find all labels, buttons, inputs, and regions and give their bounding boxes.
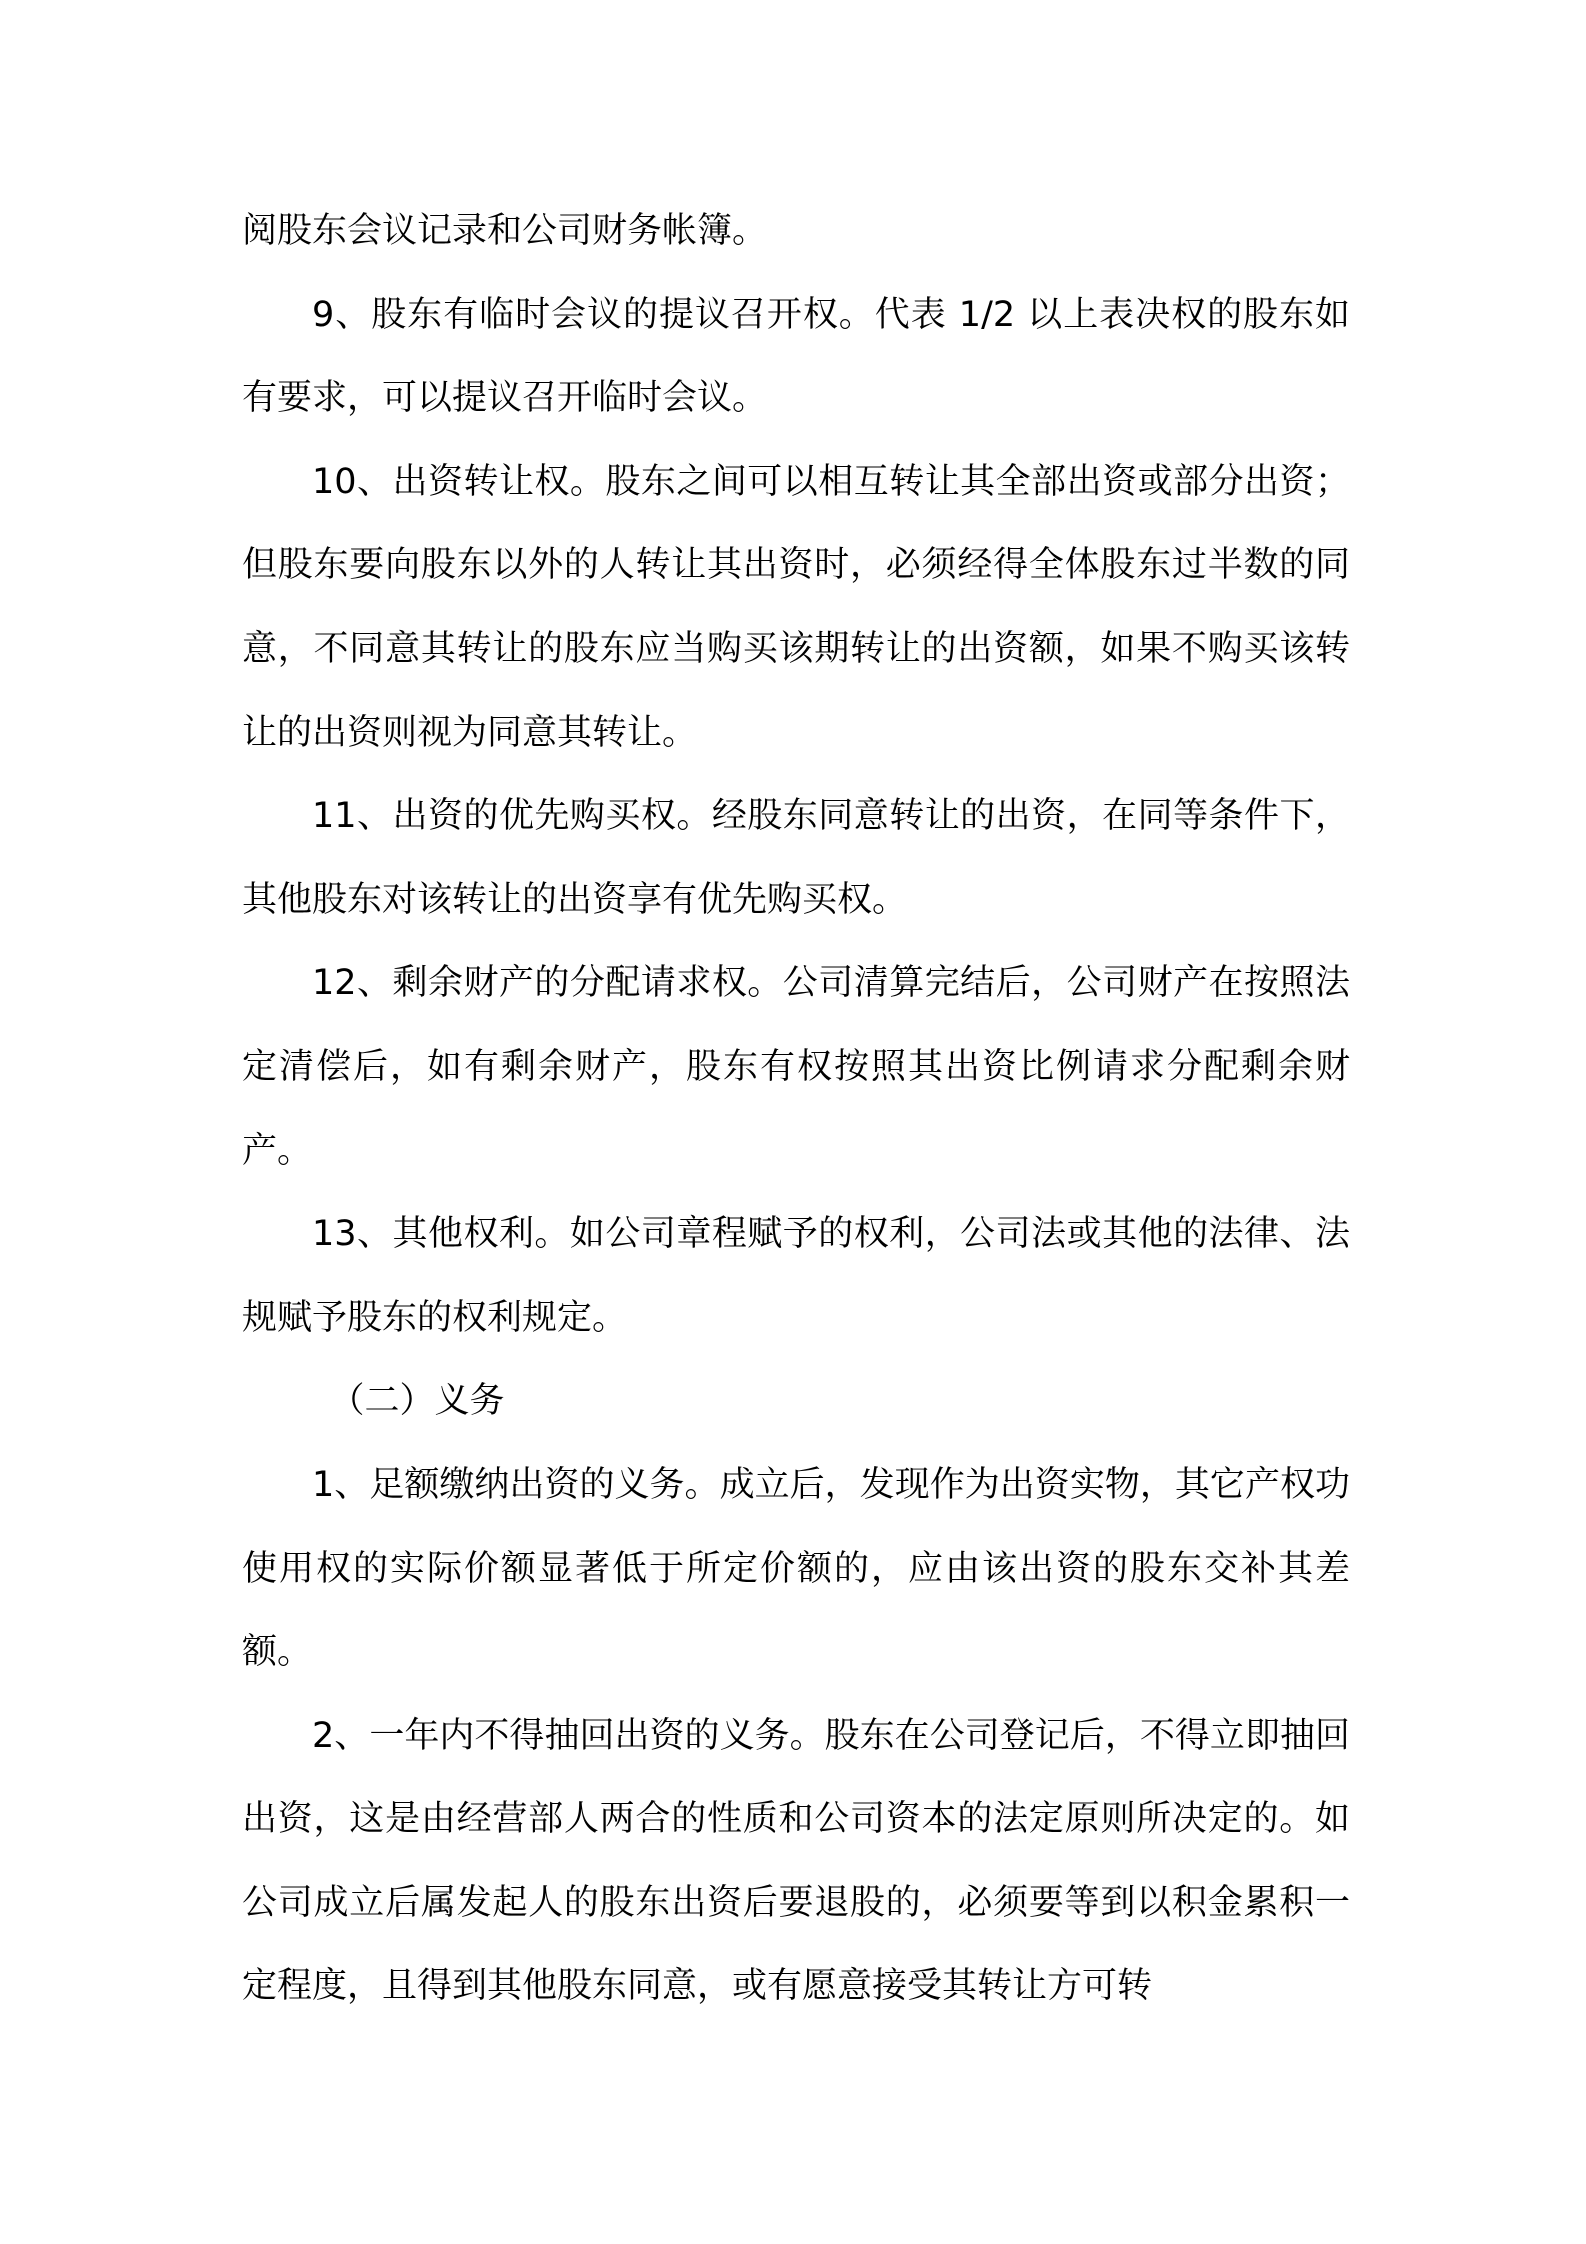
paragraph-right-9: 9、股东有临时会议的提议召开权。代表 1/2 以上表决权的股东如有要求，可以提议召开临时会议。 xyxy=(242,294,1350,419)
paragraph-obligation-1: 1、足额缴纳出资的义务。成立后，发现作为出资实物，其它产权功使用权的实际价额显著低于所定价额的，应由该出资的股东交补其差额。 xyxy=(242,1464,1350,1673)
paragraph-right-11: 11、出资的优先购买权。经股东同意转让的出资，在同等条件下，其他股东对该转让的出资享有优先购买权。 xyxy=(242,796,1350,920)
document-page xyxy=(242,190,1350,2029)
paragraph-right-10: 10、出资转让权。股东之间可以相互转让其全部出资或部分出资；但股东要向股东以外的人转让其出资时，必须经得全体股东过半数的同意，不同意其转让的股东应当购买该期转让的出资额，如果不购买该转让的出资则视为同意其转让。 xyxy=(242,461,1350,753)
paragraph-continuation: 阅股东会议记录和公司财务帐簿。 xyxy=(242,211,768,251)
paragraph-right-13: 13、其他权利。如公司章程赋予的权利，公司法或其他的法律、法规赋予股东的权利规定。 xyxy=(242,1214,1350,1338)
paragraph-obligation-2: 2、一年内不得抽回出资的义务。股东在公司登记后，不得立即抽回出资，这是由经营部人两合的性质和公司资本的法定原则所决定的。如公司成立后属发起人的股东出资后要退股的，必须要等到以积金累积一定程度，且得到其他股东同意，或有愿意接受其转让方可转 xyxy=(242,1715,1350,2007)
section-heading-obligations: （二）义务 xyxy=(329,1381,505,1422)
paragraph-right-12: 12、剩余财产的分配请求权。公司清算完结后，公司财产在按照法定清偿后，如有剩余财产，股东有权按照其出资比例请求分配剩余财产。 xyxy=(242,963,1350,1171)
